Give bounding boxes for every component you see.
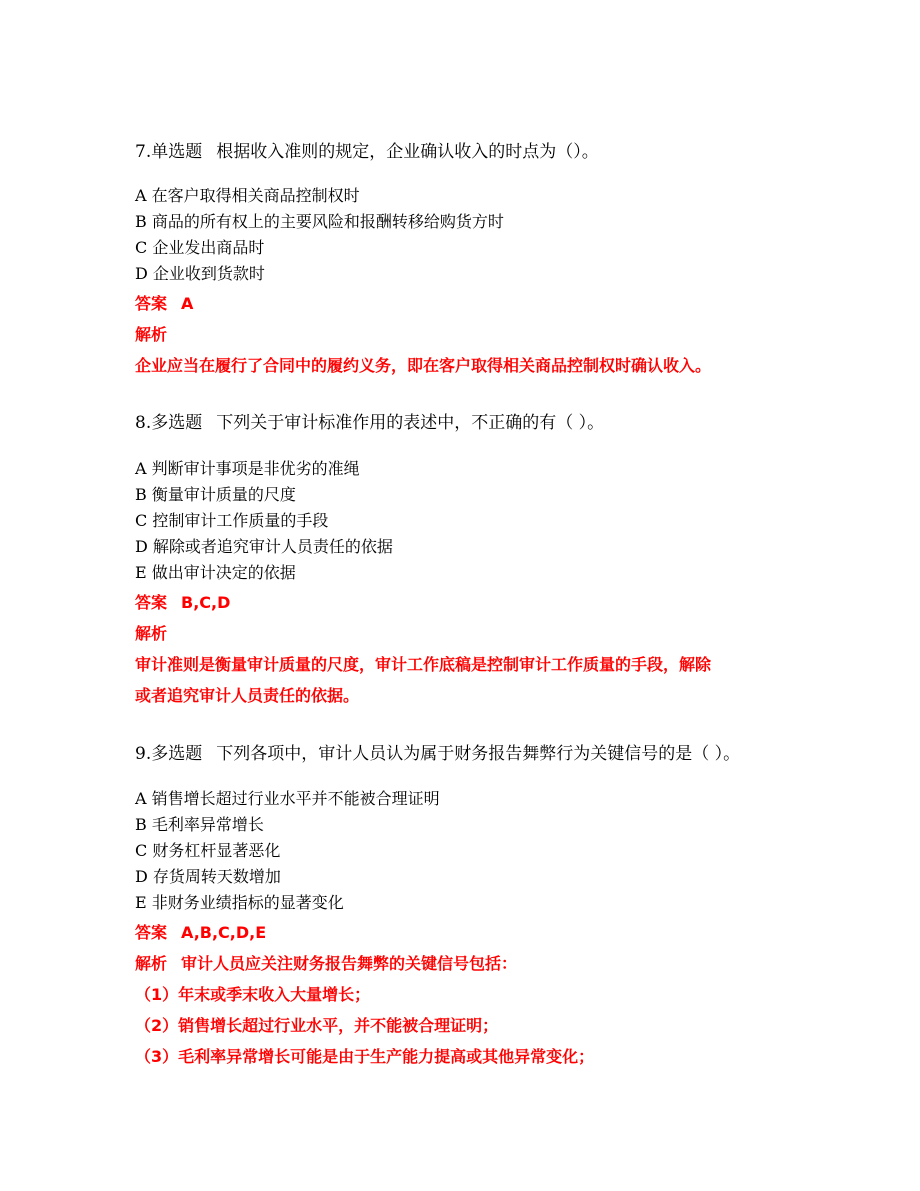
option-item: A 判断审计事项是非优劣的准绳 xyxy=(135,459,360,478)
option-item: C 财务杠杆显著恶化 xyxy=(135,841,281,860)
option-item: B 衡量审计质量的尺度 xyxy=(135,485,296,504)
answer-line xyxy=(135,925,266,941)
answer-line xyxy=(135,595,230,611)
question-stem: 根据收入准则的规定，企业确认收入的时点为（）。 xyxy=(216,142,599,162)
option-item: D 解除或者追究审计人员责任的依据 xyxy=(135,537,393,556)
analysis-label: 解析 xyxy=(135,954,168,973)
option-item: B 毛利率异常增长 xyxy=(135,815,264,834)
question-number: 9. xyxy=(135,744,152,764)
option-item: A 在客户取得相关商品控制权时 xyxy=(135,186,360,205)
option-item: C 企业发出商品时 xyxy=(135,238,265,257)
analysis-text: 审计准则是衡量审计质量的尺度，审计工作底稿是控制审计工作质量的手段，解除 xyxy=(135,655,712,674)
analysis-text: 审计人员应关注财务报告舞弊的关键信号包括： xyxy=(181,954,518,973)
analysis-text: （1）年末或季末收入大量增长； xyxy=(135,985,371,1004)
option-item: A 销售增长超过行业水平并不能被合理证明 xyxy=(135,789,440,808)
analysis-line xyxy=(135,956,517,972)
question-stem: 下列各项中，审计人员认为属于财务报告舞弊行为关键信号的是（ ）。 xyxy=(216,744,741,764)
analysis-text: 或者追究审计人员责任的依据。 xyxy=(135,686,360,705)
answer-line xyxy=(135,296,193,312)
analysis-label: 解析 xyxy=(135,325,168,344)
question-stem: 下列关于审计标准作用的表述中，不正确的有（ ）。 xyxy=(216,413,605,433)
question-number: 8. xyxy=(135,413,152,433)
option-item: C 控制审计工作质量的手段 xyxy=(135,511,329,530)
analysis-text: （2）销售增长超过行业水平，并不能被合理证明； xyxy=(135,1016,499,1035)
option-item: E 做出审计决定的依据 xyxy=(135,563,296,582)
option-item: D 存货周转天数增加 xyxy=(135,867,281,886)
answer-value: A xyxy=(181,294,194,313)
question-8-title xyxy=(135,415,604,432)
option-item: E 非财务业绩指标的显著变化 xyxy=(135,893,344,912)
analysis-text: （3）毛利率异常增长可能是由于生产能力提高或其他异常变化； xyxy=(135,1047,595,1066)
question-type: 单选题 xyxy=(151,142,203,162)
question-number: 7. xyxy=(135,142,152,162)
analysis-text: 企业应当在履行了合同中的履约义务，即在客户取得相关商品控制权时确认收入。 xyxy=(135,356,712,375)
answer-label: 答案 xyxy=(135,593,168,612)
answer-value: A,B,C,D,E xyxy=(181,923,267,942)
question-type: 多选题 xyxy=(151,744,203,764)
question-7-title xyxy=(135,144,599,161)
option-item: D 企业收到货款时 xyxy=(135,264,265,283)
question-9-title xyxy=(135,746,740,763)
option-item: B 商品的所有权上的主要风险和报酬转移给购货方时 xyxy=(135,212,504,231)
answer-label: 答案 xyxy=(135,294,168,313)
answer-value: B,C,D xyxy=(181,593,231,612)
analysis-label: 解析 xyxy=(135,624,168,643)
question-type: 多选题 xyxy=(151,413,203,433)
answer-label: 答案 xyxy=(135,923,168,942)
